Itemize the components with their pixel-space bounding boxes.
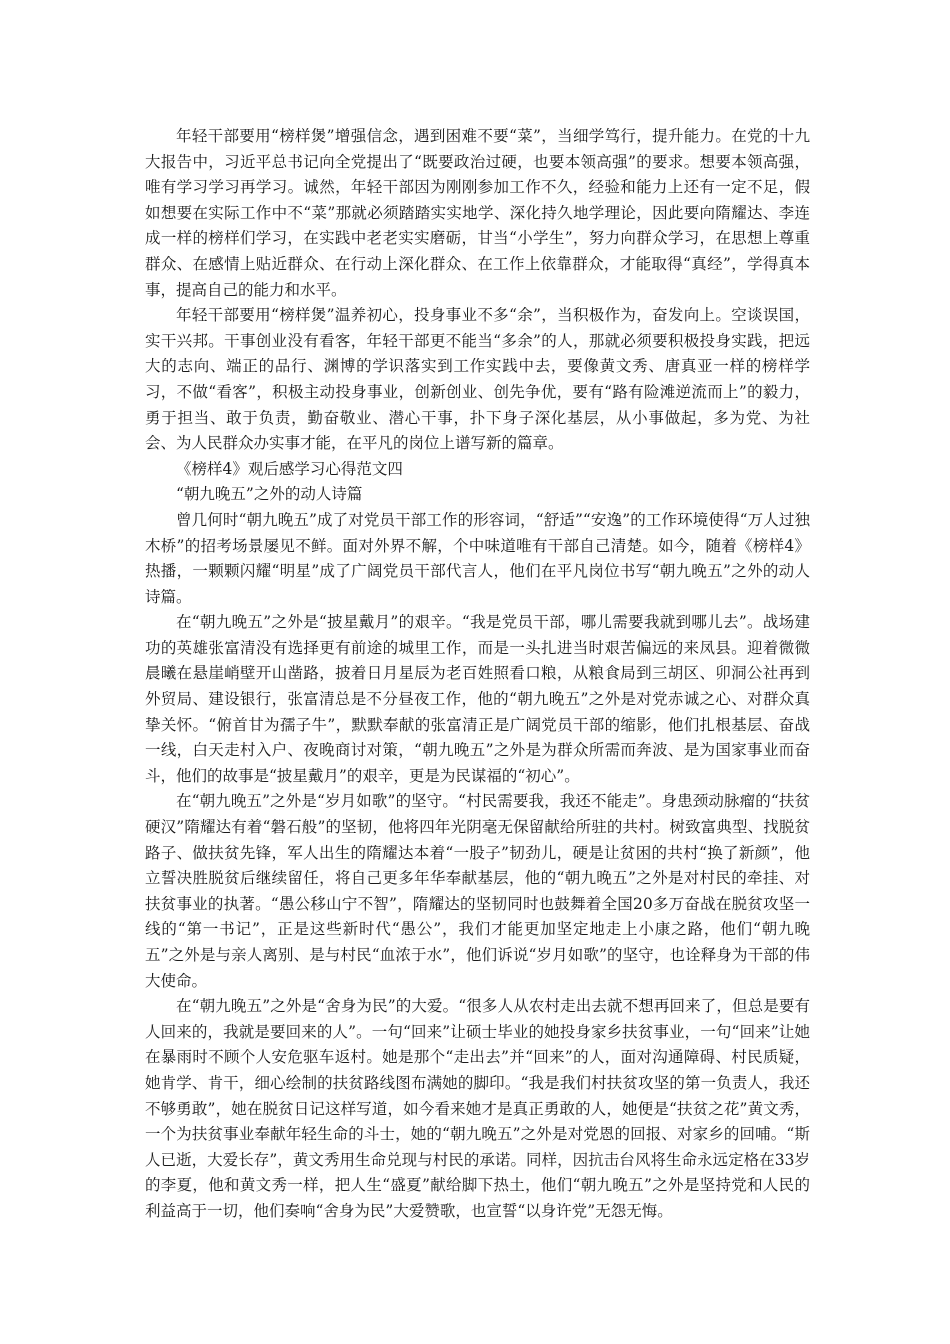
paragraph-4: 在“朝九晚五”之外是“披星戴月”的艰辛。“我是党员干部，哪儿需要我就到哪儿去”。战场建功的英雄张富清没有选择更有前途的城里工作，而是一头扎进当时艰苦偏远的来凤县。迎着微微晨曦在悬崖峭壁开山凿路，披着日月星辰为老百姓照看口粮，从粮食局到三胡区、卯洞公社再到外贸局、建设银行，张富清总是不分昼夜工作，他的“朝九晚五”之外是对党赤诚之心、对群众真挚关怀。“俯首甘为孺子牛”，默默奉献的张富清正是广阔党员干部的缩影，他们扎根基层、奋战一线，白天走村入户、夜晚商讨对策，“朝九晚五”之外是为群众所需而奔波、是为国家事业而奋斗，他们的故事是“披星戴月”的艰辛，更是为民谋福的“初心”。 bbox=[145, 613, 810, 785]
paragraph-5: 在“朝九晚五”之外是“岁月如歌”的坚守。“村民需要我，我还不能走”。身患颈动脉瘤的“扶贫硬汉”隋耀达有着“磐石般”的坚韧，他将四年光阴毫无保留献给所驻的共村。树致富典型、找脱贫路子、做扶贫先锋，军人出生的隋耀达本着“一股子”韧劲儿，硬是让贫困的共村“换了新颜”，他立誓决胜脱贫后继续留任，将自己更多年华奉献基层，他的“朝九晚五”之外是对村民的牵挂、对扶贫事业的执著。“愚公移山宁不智”，隋耀达的坚韧同时也鼓舞着全国20多万奋战在脱贫攻坚一线的“第一书记”，正是这些新时代“愚公”，我们才能更加坚定地走上小康之路，他们“朝九晚五”之外是与亲人离别、是与村民“血浓于水”，他们诉说“岁月如歌”的坚守，也诠释身为干部的伟大使命。 bbox=[145, 792, 810, 990]
paragraph-3: 曾几何时“朝九晚五”成了对党员干部工作的形容词，“舒适”“安逸”的工作环境使得“万人过独木桥”的招考场景屡见不鲜。面对外界不解，个中味道唯有干部自己清楚。如今，随着《榜样4》热播，一颗颗闪耀“明星”成了广阔党员干部代言人，他们在平凡岗位书写“朝九晚五”之外的动人诗篇。 bbox=[145, 510, 810, 606]
section-title: 《榜样4》观后感学习心得范文四 bbox=[176, 459, 403, 478]
article-heading: “朝九晚五”之外的动人诗篇 bbox=[176, 485, 363, 504]
paragraph-6: 在“朝九晚五”之外是“舍身为民”的大爱。“很多人从农村走出去就不想再回来了，但总是要有人回来的，我就是要回来的人”。一句“回来”让硕士毕业的她投身家乡扶贫事业，一句“回来”让她在暴雨时不顾个人安危驱车返村。她是那个“走出去”并“回来”的人，面对沟通障碍、村民质疑，她肯学、肯干，细心绘制的扶贫路线图布满她的脚印。“我是我们村扶贫攻坚的第一负责人，我还不够勇敢”，她在脱贫日记这样写道，如今看来她才是真正勇敢的人，她便是“扶贫之花”黄文秀，一个为扶贫事业奉献年轻生命的斗士，她的“朝九晚五”之外是对党恩的回报、对家乡的回哺。“斯人已逝，大爱长存”，黄文秀用生命兑现与村民的承诺。同样，因抗击台风将生命永远定格在33岁的李夏，他和黄文秀一样，把人生“盛夏”献给脚下热土，他们“朝九晚五”之外是坚持党和人民的利益高于一切，他们奏响“舍身为民”大爱赞歌，也宣誓“以身许党”无怨无悔。 bbox=[145, 997, 810, 1220]
paragraph-2: 年轻干部要用“榜样煲”温养初心，投身事业不多“余”，当积极作为，奋发向上。空谈误国，实干兴邦。干事创业没有看客，年轻干部更不能当“多余”的人，那就必须要积极投身实践，把远大的志向、端正的品行、渊博的学识落实到工作实践中去，要像黄文秀、唐真亚一样的榜样学习，不做“看客”，积极主动投身事业，创新创业、创先争优，要有“路有险滩逆流而上”的毅力，勇于担当、敢于负责，勤奋敬业、潜心干事，扑下身子深化基层，从小事做起，多为党、为社会、为人民群众办实事才能，在平凡的岗位上谱写新的篇章。 bbox=[145, 306, 810, 453]
document-body bbox=[145, 124, 810, 1225]
paragraph-1: 年轻干部要用“榜样煲”增强信念，遇到困难不要“菜”，当细学笃行，提升能力。在党的十九大报告中，习近平总书记向全党提出了“既要政治过硬，也要本领高强”的要求。想要本领高强，唯有学习学习再学习。诚然，年轻干部因为刚刚参加工作不久，经验和能力上还有一定不足，假如想要在实际工作中不“菜”那就必须踏踏实实地学、深化持久地学理论，因此要向隋耀达、李连成一样的榜样们学习，在实践中老老实实磨砺，甘当“小学生”，努力向群众学习，在思想上尊重群众、在感情上贴近群众、在行动上深化群众、在工作上依靠群众，才能取得“真经”，学得真本事，提高自己的能力和水平。 bbox=[145, 127, 810, 299]
